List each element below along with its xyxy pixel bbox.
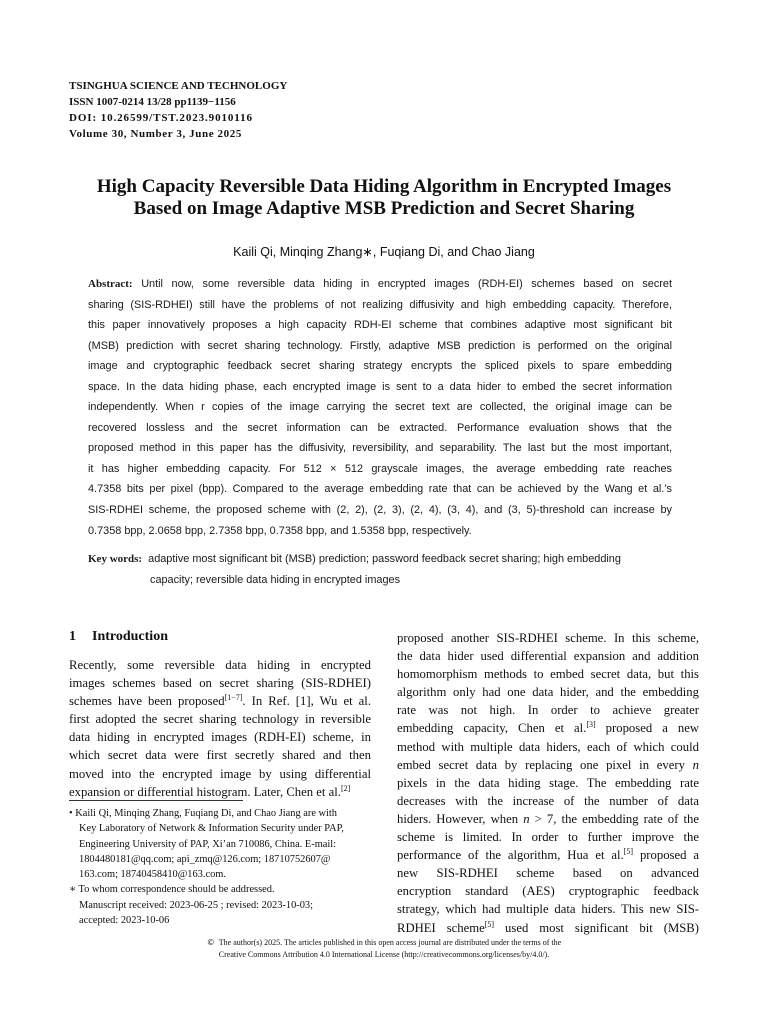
footnote-line: Key Laboratory of Network & Information Security under PAP,: [79, 823, 344, 835]
citation: [5]: [623, 847, 634, 857]
keywords: [88, 549, 678, 590]
abstract-line: this paper innovatively proposes a high capacity RDH-EI scheme that combines adaptive most significant bit: [88, 319, 672, 332]
title-line-1: High Capacity Reversible Data Hiding Algorithm in Encrypted Images: [96, 176, 672, 197]
body-line: which secret data were first secretly shared and then: [69, 748, 371, 763]
body-line: pixels in the data hiding stage. The embedding rate: [397, 775, 699, 790]
body-line: new SIS-RDHEI scheme based on advanced: [397, 866, 699, 881]
abstract-line: image and cryptographic feedback secret sharing strategy encrypts the spliced pixels to spare embedding: [88, 360, 672, 373]
body-line: embed secret data by replacing one pixel in every n: [397, 757, 699, 772]
body-line: the data hider used differential expansion and addition: [397, 649, 699, 664]
abstract-line: (MSB) prediction with secret sharing technology. Firstly, adaptive MSB prediction is performed on the original: [88, 339, 672, 352]
authors-before: Kaili Qi, Minqing Zhang: [233, 245, 363, 259]
author-list: [0, 244, 768, 259]
body-line: first adopted the secret sharing technology in reversible: [69, 712, 371, 727]
abstract-line: recovered lossless and the secret information can be extracted. Performance evaluation shows that the: [88, 421, 672, 434]
section-heading: [69, 629, 168, 645]
asterisk-icon: ∗: [69, 884, 77, 896]
abstract: [88, 274, 672, 541]
abstract-line: 0.7358 bpp, 2.0658 bpp, 2.7358 bpp, 0.7358 bpp, and 1.5358 bpp, respectively.: [88, 524, 472, 537]
footnote-affiliation: • Kaili Qi, Minqing Zhang, Fuqiang Di, and Chao Jiang are with: [69, 808, 337, 819]
license-line-1: © The author(s) 2025. The articles published in this open access journal are distributed under the terms of the: [206, 938, 562, 947]
citation: [3]: [586, 720, 596, 730]
body-line: embedding capacity, Chen et al.[3] proposed a new: [397, 720, 699, 736]
abstract-line: proposed method in this paper has the diffusivity, reversibility, and separability. The last but the most important,: [88, 442, 672, 455]
body-line: moved into the encrypted image by using differential: [69, 766, 371, 781]
citation: [1−7]: [224, 693, 243, 703]
body-line: method with multiple data hiders, each of which could: [397, 739, 699, 754]
body-line: RDHEI scheme[5] used most significant bit (MSB): [397, 919, 699, 935]
footnote-line: accepted: 2023-10-06: [79, 915, 170, 927]
abstract-line: Abstract: Until now, some reversible data hiding in encrypted images (RDH-EI) schemes based on secret: [88, 278, 673, 290]
title-line-2: Based on Image Adaptive MSB Prediction and Secret Sharing: [133, 198, 635, 219]
issn-line: ISSN 1007-0214 13/28 pp1139−1156: [69, 96, 236, 108]
license-footer: [0, 937, 768, 960]
body-line: schemes have been proposed[1−7]. In Ref. [1], Wu et al.: [69, 693, 371, 709]
intro-left-column: [69, 656, 371, 801]
citation: [2]: [340, 783, 351, 793]
bullet-icon: •: [69, 808, 73, 819]
body-line: scheme is limited. In order to further improve the: [397, 830, 699, 845]
abstract-line: SIS-RDHEI scheme, the proposed scheme with (2, 2), (2, 3), (2, 4), (3, 4), and (3, 5)-threshold can increase by: [88, 504, 672, 517]
body-line: strategy, which had multiple data hiders. This new SIS-: [397, 902, 699, 917]
abstract-line: it has higher embedding capacity. For 512 × 512 grayscale images, the average embedding rate reaches: [88, 462, 672, 475]
doi-line: DOI: 10.26599/TST.2023.9010116: [69, 112, 253, 124]
journal-header: [69, 78, 287, 142]
abstract-line: space. In the data hiding phase, each encrypted image is sent to a data hider to embed the secret information: [88, 380, 672, 393]
footnotes: [69, 806, 374, 928]
body-line: hiders. However, when n > 7, the embedding rate of the: [397, 811, 699, 826]
body-line: algorithm only had one data hider, and the embedding: [397, 685, 699, 700]
footnote-line: 163.com; 18740458410@163.com.: [79, 869, 226, 881]
paper-title: [40, 176, 728, 220]
authors-after: , Fuqiang Di, and Chao Jiang: [372, 245, 535, 259]
journal-name: TSINGHUA SCIENCE AND TECHNOLOGY: [69, 80, 288, 92]
keywords-label: Key words:: [88, 553, 143, 565]
body-line: encryption standard (AES) cryptographic feedback: [397, 884, 699, 899]
abstract-label: Abstract:: [88, 278, 133, 290]
keywords-line-1: Key words: adaptive most significant bit (MSB) prediction; password feedback secret sharing; high embedding: [88, 553, 621, 565]
corresponding-mark: ∗: [362, 245, 373, 259]
body-line: decreases with the increase of the number of data: [397, 793, 699, 808]
license-line-2: Creative Commons Attribution 4.0 International License (http://creativecommons.org/licenses/by/4.0/).: [218, 949, 550, 959]
abstract-line: 4.7358 bits per pixel (bpp). Compared to the average embedding rate that can be achieved by the Wang et al.’s: [88, 483, 672, 496]
body-line: images schemes based on secret sharing (SIS-RDHEI): [69, 676, 371, 691]
copyright-icon: ©: [206, 938, 215, 947]
section-number: 1: [69, 629, 76, 644]
footnote-rule: [69, 800, 243, 801]
body-line: homomorphism methods to embed secret data, but this: [397, 667, 699, 682]
body-line: Recently, some reversible data hiding in encrypted: [69, 658, 371, 672]
volume-line: Volume 30, Number 3, June 2025: [69, 128, 242, 140]
body-line: expansion or differential histogram. Later, Chen et al.[2]: [69, 783, 351, 799]
body-line: proposed another SIS-RDHEI scheme. In this scheme,: [397, 631, 699, 645]
citation: [5]: [484, 919, 495, 929]
footnote-correspondence: ∗ To whom correspondence should be addressed.: [69, 884, 275, 896]
footnote-line: Engineering University of PAP, Xi’an 710086, China. E-mail:: [79, 838, 337, 850]
footnote-line: 1804480181@qq.com; api_zmq@126.com; 18710752607@: [79, 853, 331, 865]
keywords-line-2: capacity; reversible data hiding in encrypted images: [150, 573, 401, 586]
section-title: Introduction: [92, 629, 168, 644]
footnote-dates: Manuscript received: 2023-06-25 ; revised: 2023-10-03;: [79, 899, 314, 911]
abstract-line: independently. When r copies of the image carrying the secret text are collected, the original image can be: [88, 401, 672, 414]
intro-right-column: [397, 629, 699, 937]
abstract-line: sharing (SIS-RDHEI) still have the problems of not realizing diffusivity and high embedding capacity. Therefore,: [88, 298, 672, 311]
body-line: data hiding in encrypted images (RDH-EI) scheme, in: [69, 730, 371, 745]
body-line: rate was not high. In order to achieve greater: [397, 703, 699, 718]
body-line: performance of the algorithm, Hua et al.[5] proposed a: [397, 847, 699, 863]
